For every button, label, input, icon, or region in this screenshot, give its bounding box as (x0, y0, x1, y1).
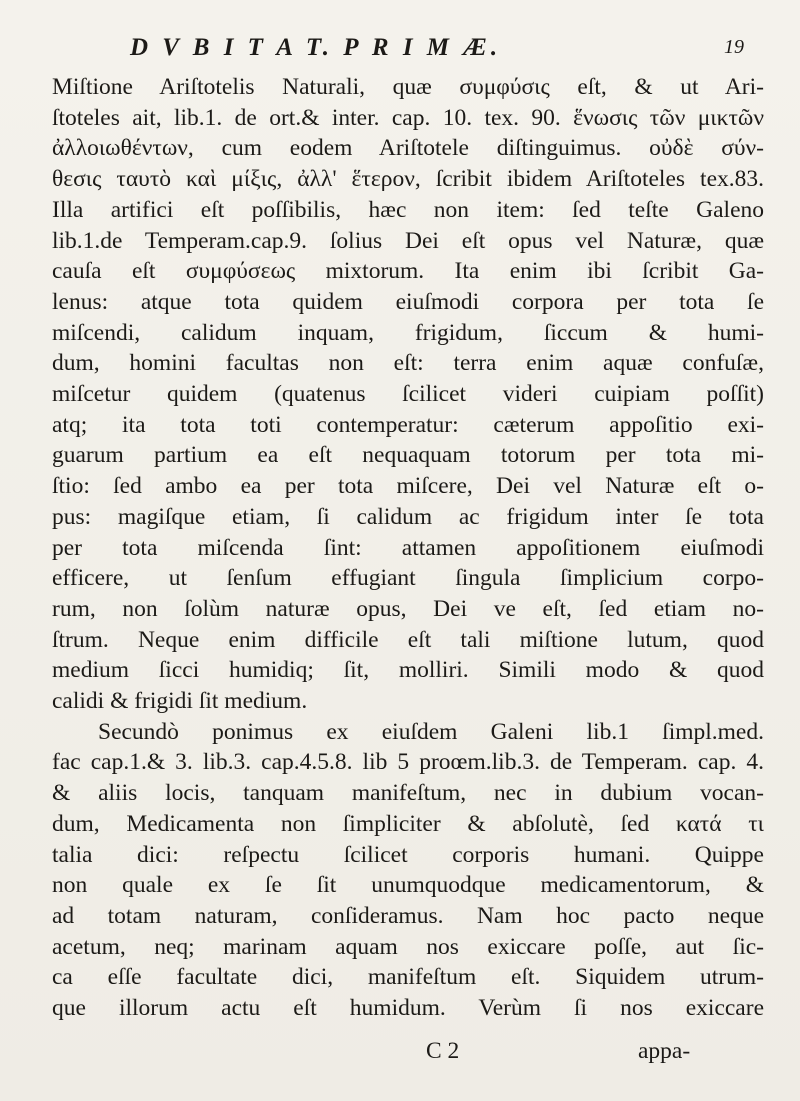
running-title: D V B I T A T. P R I M Æ. (130, 34, 502, 61)
text-line: miſcetur quidem (quatenus ſcilicet videri cuipiam poſſit) (52, 381, 764, 408)
text-line: ad totam naturam, conſideramus. Nam hoc pacto neque (52, 902, 764, 929)
text-line: ſtoteles ait, lib.1. de ort.& inter. cap. 10. tex. 90. ἕνωσις τῶν μικτῶν (52, 104, 764, 131)
text-line: θεσις ταυτὸ καὶ μίξις, ἀλλ' ἕτερον, ſcribit ibidem Ariſtoteles tex.83. (52, 166, 764, 193)
text-line: ca eſſe facultate dici, manifeſtum eſt. Siquidem utrum- (52, 964, 764, 991)
text-line: fac cap.1.& 3. lib.3. cap.4.5.8. lib 5 proœm.lib.3. de Temperam. cap. 4. (52, 749, 764, 776)
text-line: lenus: atque tota quidem eiuſmodi corpora per tota ſe (52, 288, 764, 315)
page-footer (0, 1038, 800, 1068)
text-line: ſtio: ſed ambo ea per tota miſcere, Dei vel Naturæ eſt o- (52, 473, 764, 500)
text-line: miſcendi, calidum inquam, frigidum, ſiccum & humi- (52, 319, 764, 346)
text-line: ſtrum. Neque enim difficile eſt tali miſtione lutum, quod (52, 626, 764, 653)
signature-mark: C 2 (426, 1038, 460, 1064)
text-line: medium ſicci humidiq; ſit, molliri. Simili modo & quod (52, 657, 764, 684)
text-line: dum, Medicamenta non ſimpliciter & abſolutè, ſed κατά τι (52, 810, 764, 837)
running-head (60, 28, 750, 68)
body-text (52, 72, 764, 1024)
text-line: acetum, neq; marinam aquam nos exiccare poſſe, aut ſic- (52, 933, 764, 960)
text-line: cauſa eſt συμφύσεως mixtorum. Ita enim ibi ſcribit Ga- (52, 258, 764, 285)
text-line: Secundò ponimus ex eiuſdem Galeni lib.1 ſimpl.med. (98, 718, 764, 745)
text-line: efficere, ut ſenſum effugiant ſingula ſimplicium corpo- (52, 565, 764, 592)
text-line: calidi & frigidi ſit medium. (52, 688, 308, 715)
text-line: Miſtione Ariſtotelis Naturali, quæ συμφύσις eſt, & ut Ari- (52, 74, 764, 100)
text-line: rum, non ſolùm naturæ opus, Dei ve eſt, ſed etiam no- (52, 595, 764, 622)
text-line: lib.1.de Temperam.cap.9. ſolius Dei eſt opus vel Naturæ, quæ (52, 227, 764, 254)
text-line: talia dici: reſpectu ſcilicet corporis humani. Quippe (52, 841, 764, 868)
text-line: Illa artifici eſt poſſibilis, hæc non item: ſed teſte Galeno (52, 196, 764, 223)
catchword: appa- (638, 1038, 691, 1064)
text-line: que illorum actu eſt humidum. Verùm ſi nos exiccare (52, 995, 764, 1022)
text-line: atq; ita tota toti contemperatur: cæterum appoſitio exi- (52, 411, 764, 438)
page-number: 19 (724, 36, 744, 58)
text-line: non quale ex ſe ſit unumquodque medicamentorum, & (52, 872, 764, 899)
text-line: & aliis locis, tanquam manifeſtum, nec in dubium vocan- (52, 780, 764, 807)
text-line: dum, homini facultas non eſt: terra enim aquæ confuſæ, (52, 350, 764, 377)
text-line: ἀλλοιωθέντων, cum eodem Ariſtotele diſtinguimus. οὐδὲ σύν- (52, 135, 764, 162)
text-line: per tota miſcenda ſint: attamen appoſitionem eiuſmodi (52, 534, 764, 561)
text-line: pus: magiſque etiam, ſi calidum ac frigidum inter ſe tota (52, 503, 764, 530)
text-line: guarum partium ea eſt nequaquam totorum per tota mi- (52, 442, 764, 469)
